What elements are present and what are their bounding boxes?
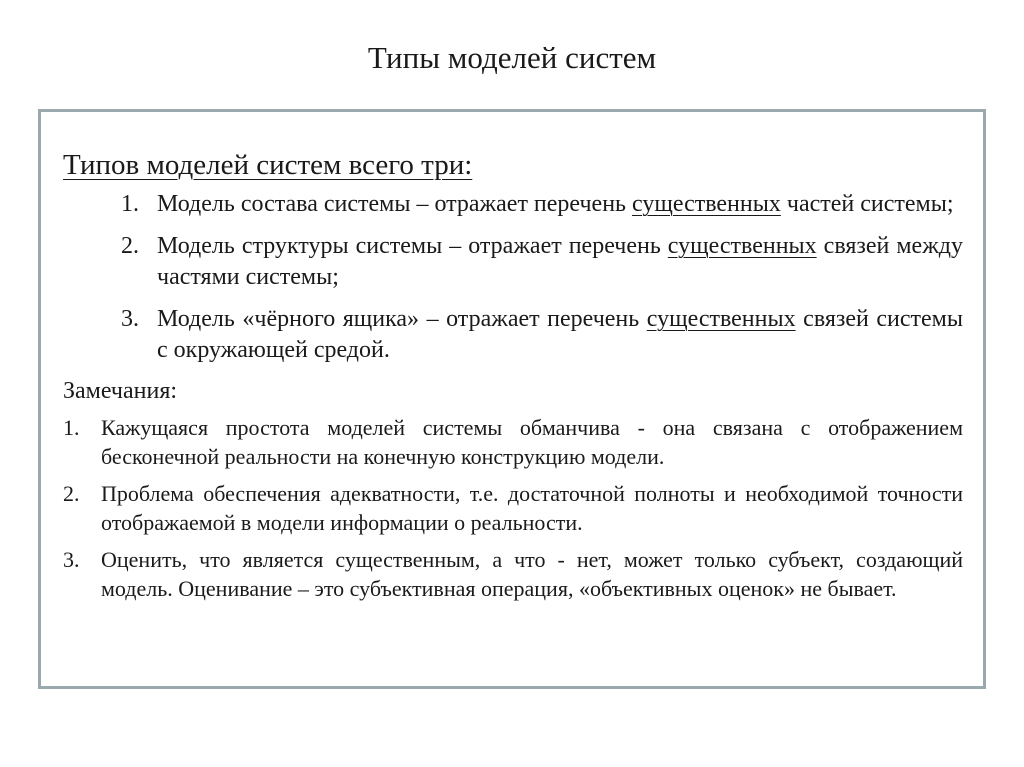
text-part: связей системы с окружающей средой. [157, 306, 963, 363]
model-types-list [63, 189, 963, 366]
list-number: 2. [63, 481, 80, 506]
text-part: Модель состава системы – отражает перечень [157, 191, 632, 217]
remark-text: Кажущаяся простота моделей системы обманчива - она связана с отображением бесконечной реальности на конечную конструкцию модели. [101, 415, 963, 469]
model-type-item [63, 304, 963, 366]
remarks-list [63, 413, 963, 603]
remark-text: Оценить, что является существенным, а что - нет, может только субъект, создающий модель. Оценивание – это субъективная операция, «объективных оценок» не бывает. [101, 547, 963, 601]
underlined-word: существенных [632, 191, 781, 217]
remark-item [63, 413, 963, 471]
text-part: связей между частями системы; [157, 233, 963, 290]
remark-item [63, 545, 963, 603]
list-text [157, 231, 963, 293]
model-type-item [63, 189, 963, 220]
text-part: Модель «чёрного ящика» – отражает перечень [157, 306, 647, 332]
slide-title: Типы моделей систем [367, 40, 657, 75]
list-number: 2. [121, 233, 139, 259]
list-number: 1. [63, 415, 80, 440]
list-number: 1. [121, 191, 139, 217]
underlined-word: существенных [667, 233, 817, 259]
model-type-item [63, 231, 963, 293]
list-text [157, 304, 963, 366]
text-part: частей системы; [780, 191, 954, 217]
section-heading: Типов моделей систем всего три: [63, 149, 473, 181]
list-text [157, 189, 963, 220]
list-number: 3. [63, 547, 80, 572]
underlined-word: существенных [646, 306, 796, 332]
remark-text: Проблема обеспечения адекватности, т.е. достаточной полноты и необходимой точности отображаемой в модели информации о реальности. [101, 481, 963, 535]
text-part: Модель структуры системы – отражает перечень [157, 233, 668, 259]
content-box [38, 109, 986, 689]
remark-item [63, 479, 963, 537]
list-number: 3. [121, 306, 139, 332]
remarks-heading: Замечания: [63, 378, 178, 404]
